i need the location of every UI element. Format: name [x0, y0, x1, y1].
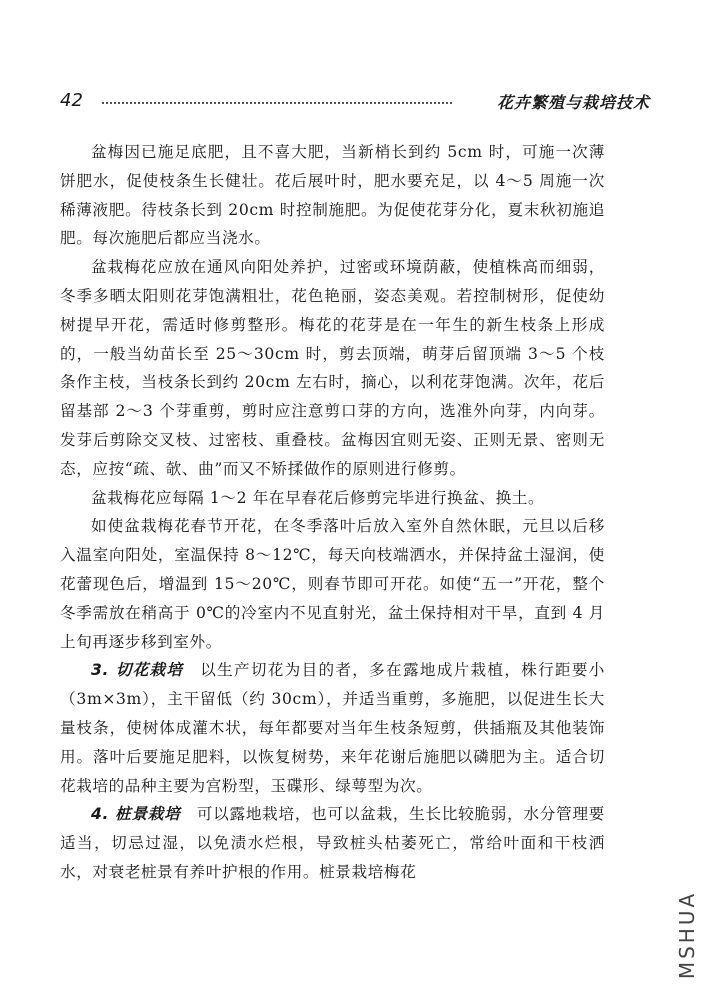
section-heading-bonsai: 4. 桩景栽培	[91, 805, 181, 824]
paragraph-text: 盆栽梅花应放在通风向阳处养护，过密或环境荫蔽，使植株高而细弱，冬季多晒太阳则花芽饱满粗壮，花色艳丽，姿态美观。若控制树形，促使幼树提早开花，需适时修剪整形。梅花的花芽是在一年生的新生枝条上形成的，一般当幼苗长至 25～30cm 时，剪去顶端，萌芽后留顶端 3～5 个枝条作主枝，当枝条长到约 20cm 左右时，摘心，以利花芽饱满。次年，花后留基部 2～3 个芽重剪，剪时应注意剪口芽的方向，选准外向芽，内向芽。发芽后剪除交叉枝、过密枝、重叠枝。盆梅因宜则无姿、正则无景、密则无态，应按“疏、欹、曲”而又不矫揉做作的原则进行修剪。	[60, 258, 605, 478]
paragraph-text: 盆梅因已施足底肥，且不喜大肥，当新梢长到约 5cm 时，可施一次薄饼肥水，促使枝条生长健壮。花后展叶时，肥水要充足，以 4～5 周施一次稀薄液肥。待枝条长到 20cm 时控制施肥。为促使花芽分化，夏末秋初施追肥。每次施肥后都应当浇水。	[60, 143, 605, 248]
paragraph-text: 盆栽梅花应每隔 1～2 年在早春花后修剪完毕进行换盆、换土。	[91, 488, 545, 507]
paragraph-text: 如使盆栽梅花春节开花，在冬季落叶后放入室外自然休眠，元旦以后移入温室向阳处，室温保持 8～12℃，每天向枝端洒水，并保持盆土湿润，使花蕾现色后，增温到 15～20℃，则春节即可开花。如使“五一”开花，整个冬季需放在稍高于 0℃的冷室内不见直射光，盆土保持相对干旱，直到 4 月上旬再逐步移到室外。	[60, 517, 605, 651]
paragraph-text: 可以露地栽培，也可以盆栽，生长比较脆弱，水分管理要适当，切忌过湿，以免渍水烂根，导致桩头枯萎死亡，常给叶面和干枝洒水，对衰老桩景有养叶护根的作用。桩景栽培梅花	[60, 805, 605, 881]
header-dotted-rule	[102, 102, 452, 104]
paragraph	[60, 138, 605, 253]
paragraph	[60, 484, 605, 513]
page-header	[60, 88, 650, 118]
paragraph	[60, 800, 605, 886]
paragraph	[60, 656, 605, 800]
page-number: 42	[60, 90, 83, 111]
paragraph-text: 以生产切花为目的者，多在露地成片栽植，株行距要小（3m×3m），主干留低（约 30cm），并适当重剪，多施肥，以促进生长大量枝条，使树体成灌木状，每年都要对当年生枝条短剪，供插瓶及其他装饰用。落叶后要施足肥料，以恢复树势，来年花谢后施肥以磷肥为主。适合切花栽培的品种主要为宫粉型，玉碟形、绿萼型为次。	[60, 661, 606, 795]
body-text	[60, 138, 605, 887]
running-book-title: 花卉繁殖与栽培技术	[496, 93, 650, 112]
paragraph	[60, 512, 605, 656]
paragraph	[60, 253, 605, 483]
section-heading-cut-flower: 3. 切花栽培	[91, 661, 184, 680]
watermark	[672, 880, 702, 990]
watermark-text: MSHUA	[675, 890, 699, 980]
